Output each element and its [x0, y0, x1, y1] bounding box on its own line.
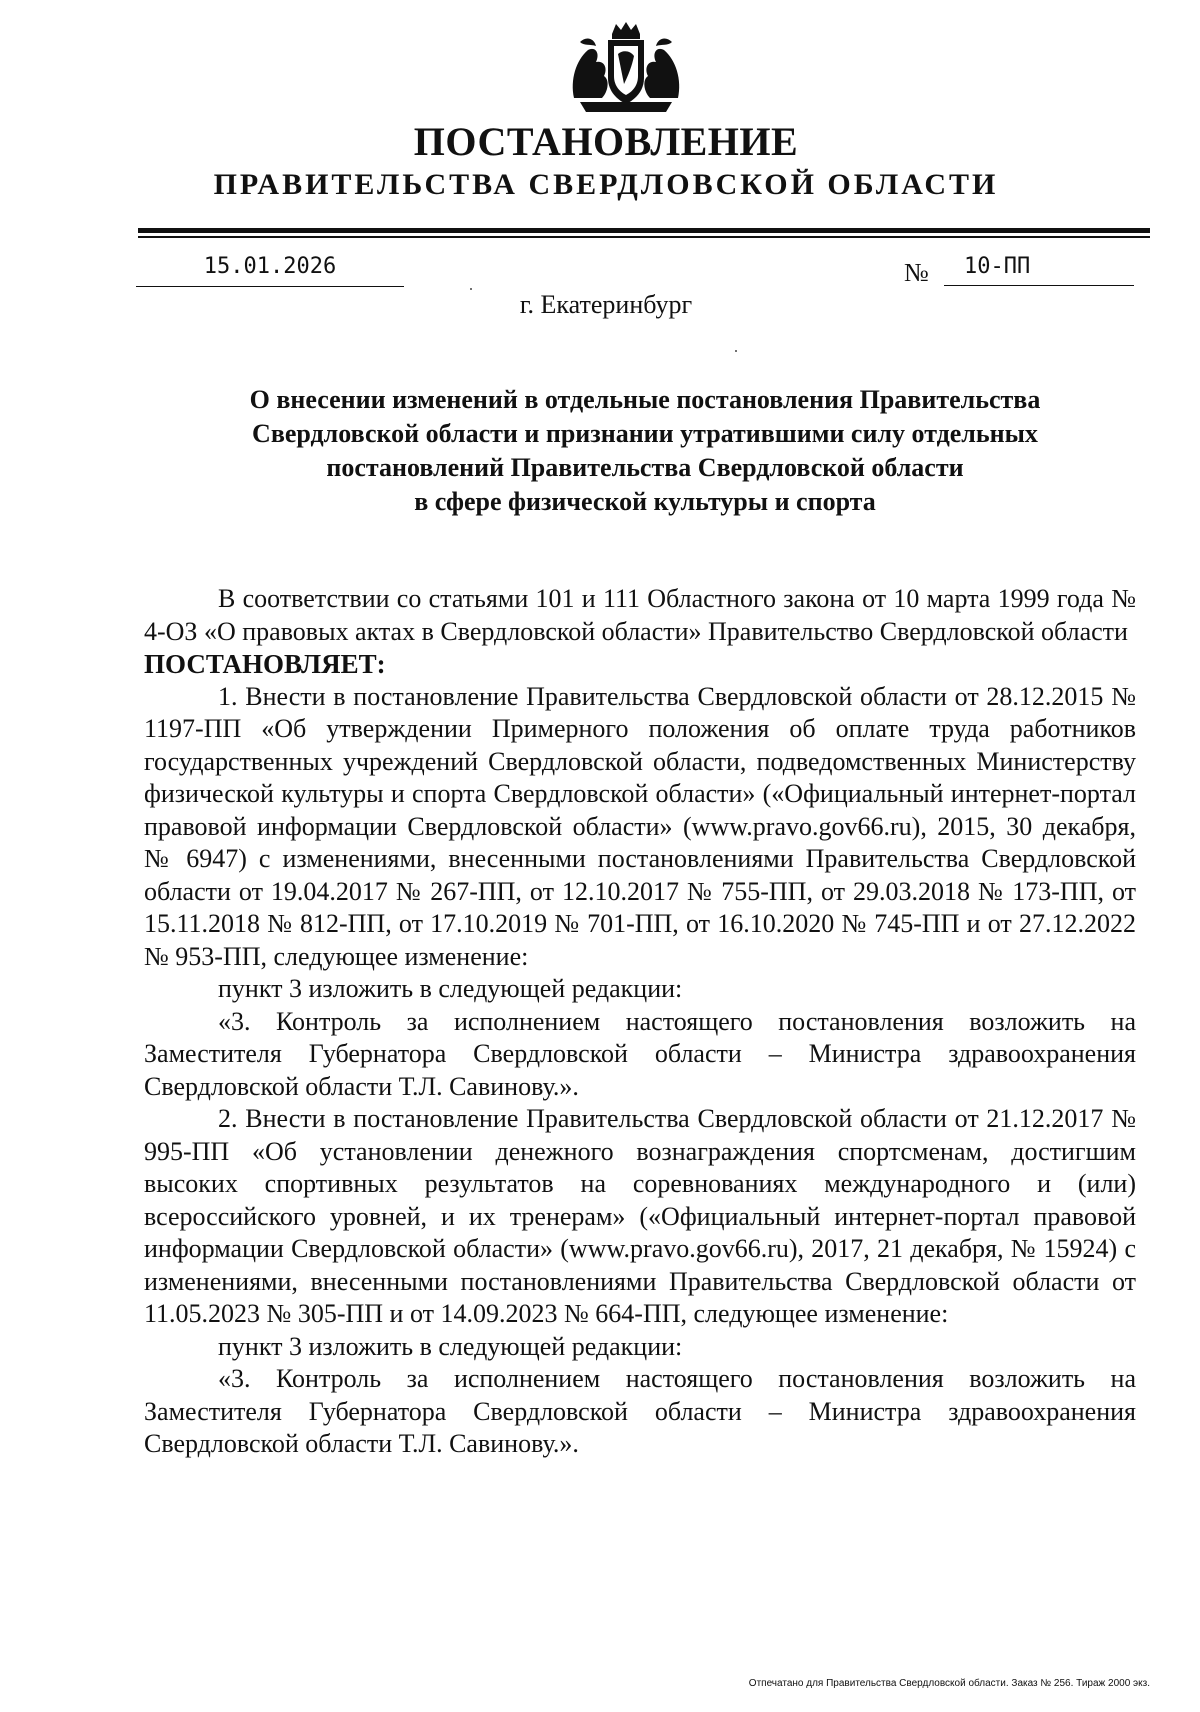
heading-line: О внесении изменений в отдельные постановления Правительства	[249, 385, 1041, 414]
print-footer: Отпечатано для Правительства Свердловской области. Заказ № 256. Тираж 2000 экз.	[748, 1678, 1150, 1689]
document-body	[144, 583, 1136, 1461]
document-number: 10-ПП	[944, 252, 1134, 286]
document-heading	[160, 383, 1130, 519]
intro-paragraph: В соответствии со статьями 101 и 111 Областного закона от 10 марта 1999 года № 4-ОЗ «О правовых актах в Свердловской области» Правительство Свердловской области	[144, 584, 1136, 646]
resolve-label: ПОСТАНОВЛЯЕТ:	[144, 649, 386, 679]
coat-of-arms-icon	[566, 20, 686, 120]
document-date: 15.01.2026	[136, 252, 404, 287]
header-divider	[138, 228, 1150, 233]
city: г. Екатеринбург	[519, 290, 693, 319]
number-label: №	[904, 258, 929, 287]
document-subtitle: ПРАВИТЕЛЬСТВА СВЕРДЛОВСКОЙ ОБЛАСТИ	[213, 168, 999, 201]
heading-line: Свердловской области и признании утратившими силу отдельных	[252, 419, 1038, 448]
paragraph-1-sub: пункт 3 изложить в следующей редакции:	[218, 974, 683, 1003]
paragraph-2-quote: «3. Контроль за исполнением настоящего постановления возложить на Заместителя Губернатора Свердловской области – Министра здравоохранения Свердловской области Т.Л. Савинову.».	[144, 1364, 1136, 1458]
heading-line: в сфере физической культуры и спорта	[414, 487, 876, 516]
paragraph-2: 2. Внести в постановление Правительства Свердловской области от 21.12.2017 № 995-ПП «Об установлении денежного вознаграждения спортсменам, достигшим высоких спортивных результатов на соревнованиях международного и (или) всероссийского уровней, и их тренерам» («Официальный интернет-портал правовой информации Свердловской области» (www.pravo.gov66.ru), 2017, 21 декабря, № 15924) с изменениями, внесенными постановлениями Правительства Свердловской области от 11.05.2023 № 305-ПП и от 14.09.2023 № 664-ПП, следующее изменение:	[144, 1104, 1136, 1328]
paragraph-1-quote: «3. Контроль за исполнением настоящего постановления возложить на Заместителя Губернатора Свердловской области – Министра здравоохранения Свердловской области Т.Л. Савинову.».	[144, 1006, 1136, 1101]
header-divider-thin	[138, 236, 1150, 238]
paragraph-2-sub: пункт 3 изложить в следующей редакции:	[218, 1331, 683, 1361]
paragraph-1: 1. Внести в постановление Правительства Свердловской области от 28.12.2015 № 1197-ПП «Об утверждении Примерного положения об оплате труда работников государственных учреждений Свердловской области, подведомственных Министерству физической культуры и спорта Свердловской области» («Официальный интернет-портал правовой информации Свердловской области» (www.pravo.gov66.ru), 2015, 30 декабря, № 6947) с изменениями, внесенными постановлениями Правительства Свердловской области от 19.04.2017 № 267-ПП, от 12.10.2017 № 755-ПП, от 29.03.2018 № 173-ПП, от 15.11.2018 № 812-ПП, от 17.10.2019 № 701-ПП, от 16.10.2020 № 745-ПП и от 27.12.2022 № 953-ПП, следующее изменение:	[144, 681, 1136, 971]
scan-speck	[735, 350, 737, 352]
heading-line: постановлений Правительства Свердловской области	[326, 453, 964, 482]
document-title: ПОСТАНОВЛЕНИЕ	[413, 119, 799, 164]
scan-speck	[470, 288, 472, 290]
